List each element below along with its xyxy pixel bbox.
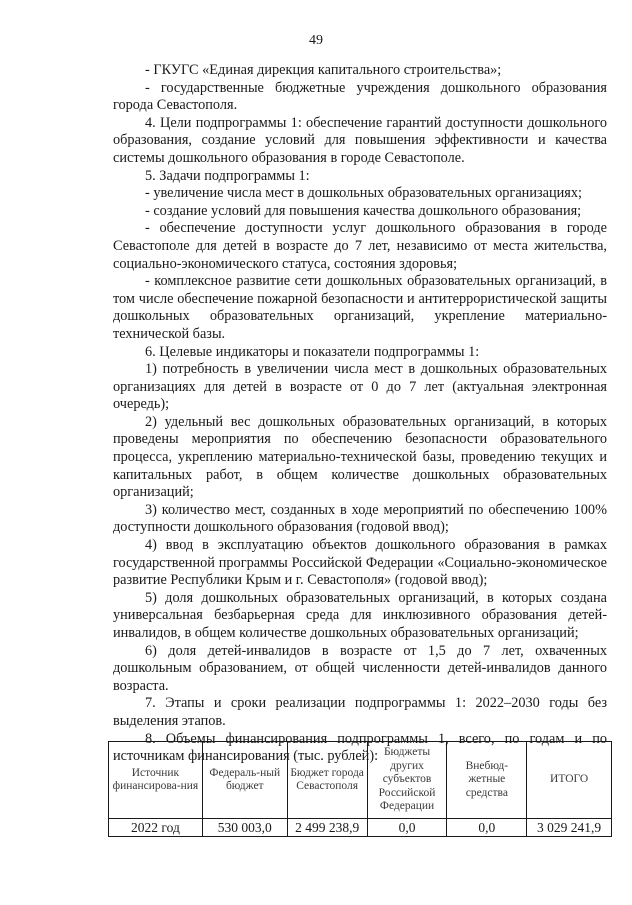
paragraph: - государственные бюджетные учреждения дошкольного образования города Севастополя.	[113, 79, 607, 114]
paragraph: 5) доля дошкольных образовательных организаций, в которых создана универсальная безбарьерная среда для инклюзивного образования детей-инвалидов, в общем количестве дошкольных образовательных организаций;	[113, 589, 607, 641]
table-header-cell: Бюджеты других субъектов Российской Федерации	[367, 742, 447, 819]
table-header-cell: Источник финансирова-ния	[109, 742, 203, 819]
table-header-cell: ИТОГО	[527, 742, 612, 819]
paragraph: 7. Этапы и сроки реализации подпрограммы 1: 2022–2030 годы без выделения этапов.	[113, 695, 607, 729]
financing-table	[108, 741, 612, 837]
paragraph: - комплексное развитие сети дошкольных образовательных организаций, в том числе обеспечение пожарной безопасности и антитеррористической защиты дошкольных образовательных организаций, укрепление материально-технической базы.	[113, 273, 607, 342]
paragraph: 4) ввод в эксплуатацию объектов дошкольного образования в рамках государственной программы Российской Федерации «Социально-экономическое развитие Республики Крым и г. Севастополя» (годовой ввод);	[113, 537, 607, 589]
paragraph: 1) потребность в увеличении числа мест в дошкольных образовательных организациях для детей в возрасте от 0 до 7 лет (актуальная электронная очередь);	[113, 361, 607, 413]
paragraph: 2) удельный вес дошкольных образовательных организаций, в которых проведены мероприятия по обеспечению безопасности образовательного процесса, укреплению материально-технической базы, проведению текущих и капитальных работ, в общем количестве дошкольных образовательных организаций;	[113, 413, 607, 501]
table-header-cell: Бюджет города Севастополя	[287, 742, 367, 819]
table-header-row	[109, 742, 612, 819]
paragraph: 8. Объемы финансирования подпрограммы 1, всего, по годам и по источникам финансирования (тыс. рублей):	[113, 730, 607, 765]
document-body	[113, 62, 607, 766]
paragraph: - увеличение числа мест в дошкольных образовательных организациях;	[145, 185, 582, 202]
paragraph: 4. Цели подпрограммы 1: обеспечение гарантий доступности дошкольного образования, создание условий для повышения эффективности и качества системы дошкольного образования в городе Севастополе.	[113, 114, 607, 166]
paragraph: 6. Целевые индикаторы и показатели подпрограммы 1:	[145, 343, 480, 360]
paragraph: - обеспечение доступности услуг дошкольного образования в городе Севастополе для детей в возрасте до 7 лет, независимо от места жительства, социально-экономического статуса, состояния здоровья;	[113, 220, 607, 272]
table-cell: 2022 год	[109, 819, 203, 837]
table-cell: 2 499 238,9	[287, 819, 367, 837]
paragraph: - ГКУГС «Единая дирекция капитального строительства»;	[145, 62, 502, 78]
paragraph: - создание условий для повышения качества дошкольного образования;	[145, 202, 582, 219]
paragraph: 5. Задачи подпрограммы 1:	[145, 167, 310, 184]
table-cell: 0,0	[447, 819, 527, 837]
table-cell: 0,0	[367, 819, 447, 837]
table-row	[109, 819, 612, 837]
table-header-cell: Внебюд-жетные средства	[447, 742, 527, 819]
table-cell: 3 029 241,9	[527, 819, 612, 837]
paragraph: 3) количество мест, созданных в ходе мероприятий по обеспечению 100% доступности дошкольного образования (годовой ввод);	[113, 501, 607, 536]
paragraph: 6) доля детей-инвалидов в возрасте от 1,5 до 7 лет, охваченных дошкольным образованием, от общей численности детей-инвалидов данного возраста.	[113, 642, 607, 694]
page-number: 49	[309, 33, 323, 48]
table-header-cell: Федераль-ный бюджет	[202, 742, 287, 819]
table-cell: 530 003,0	[202, 819, 287, 837]
